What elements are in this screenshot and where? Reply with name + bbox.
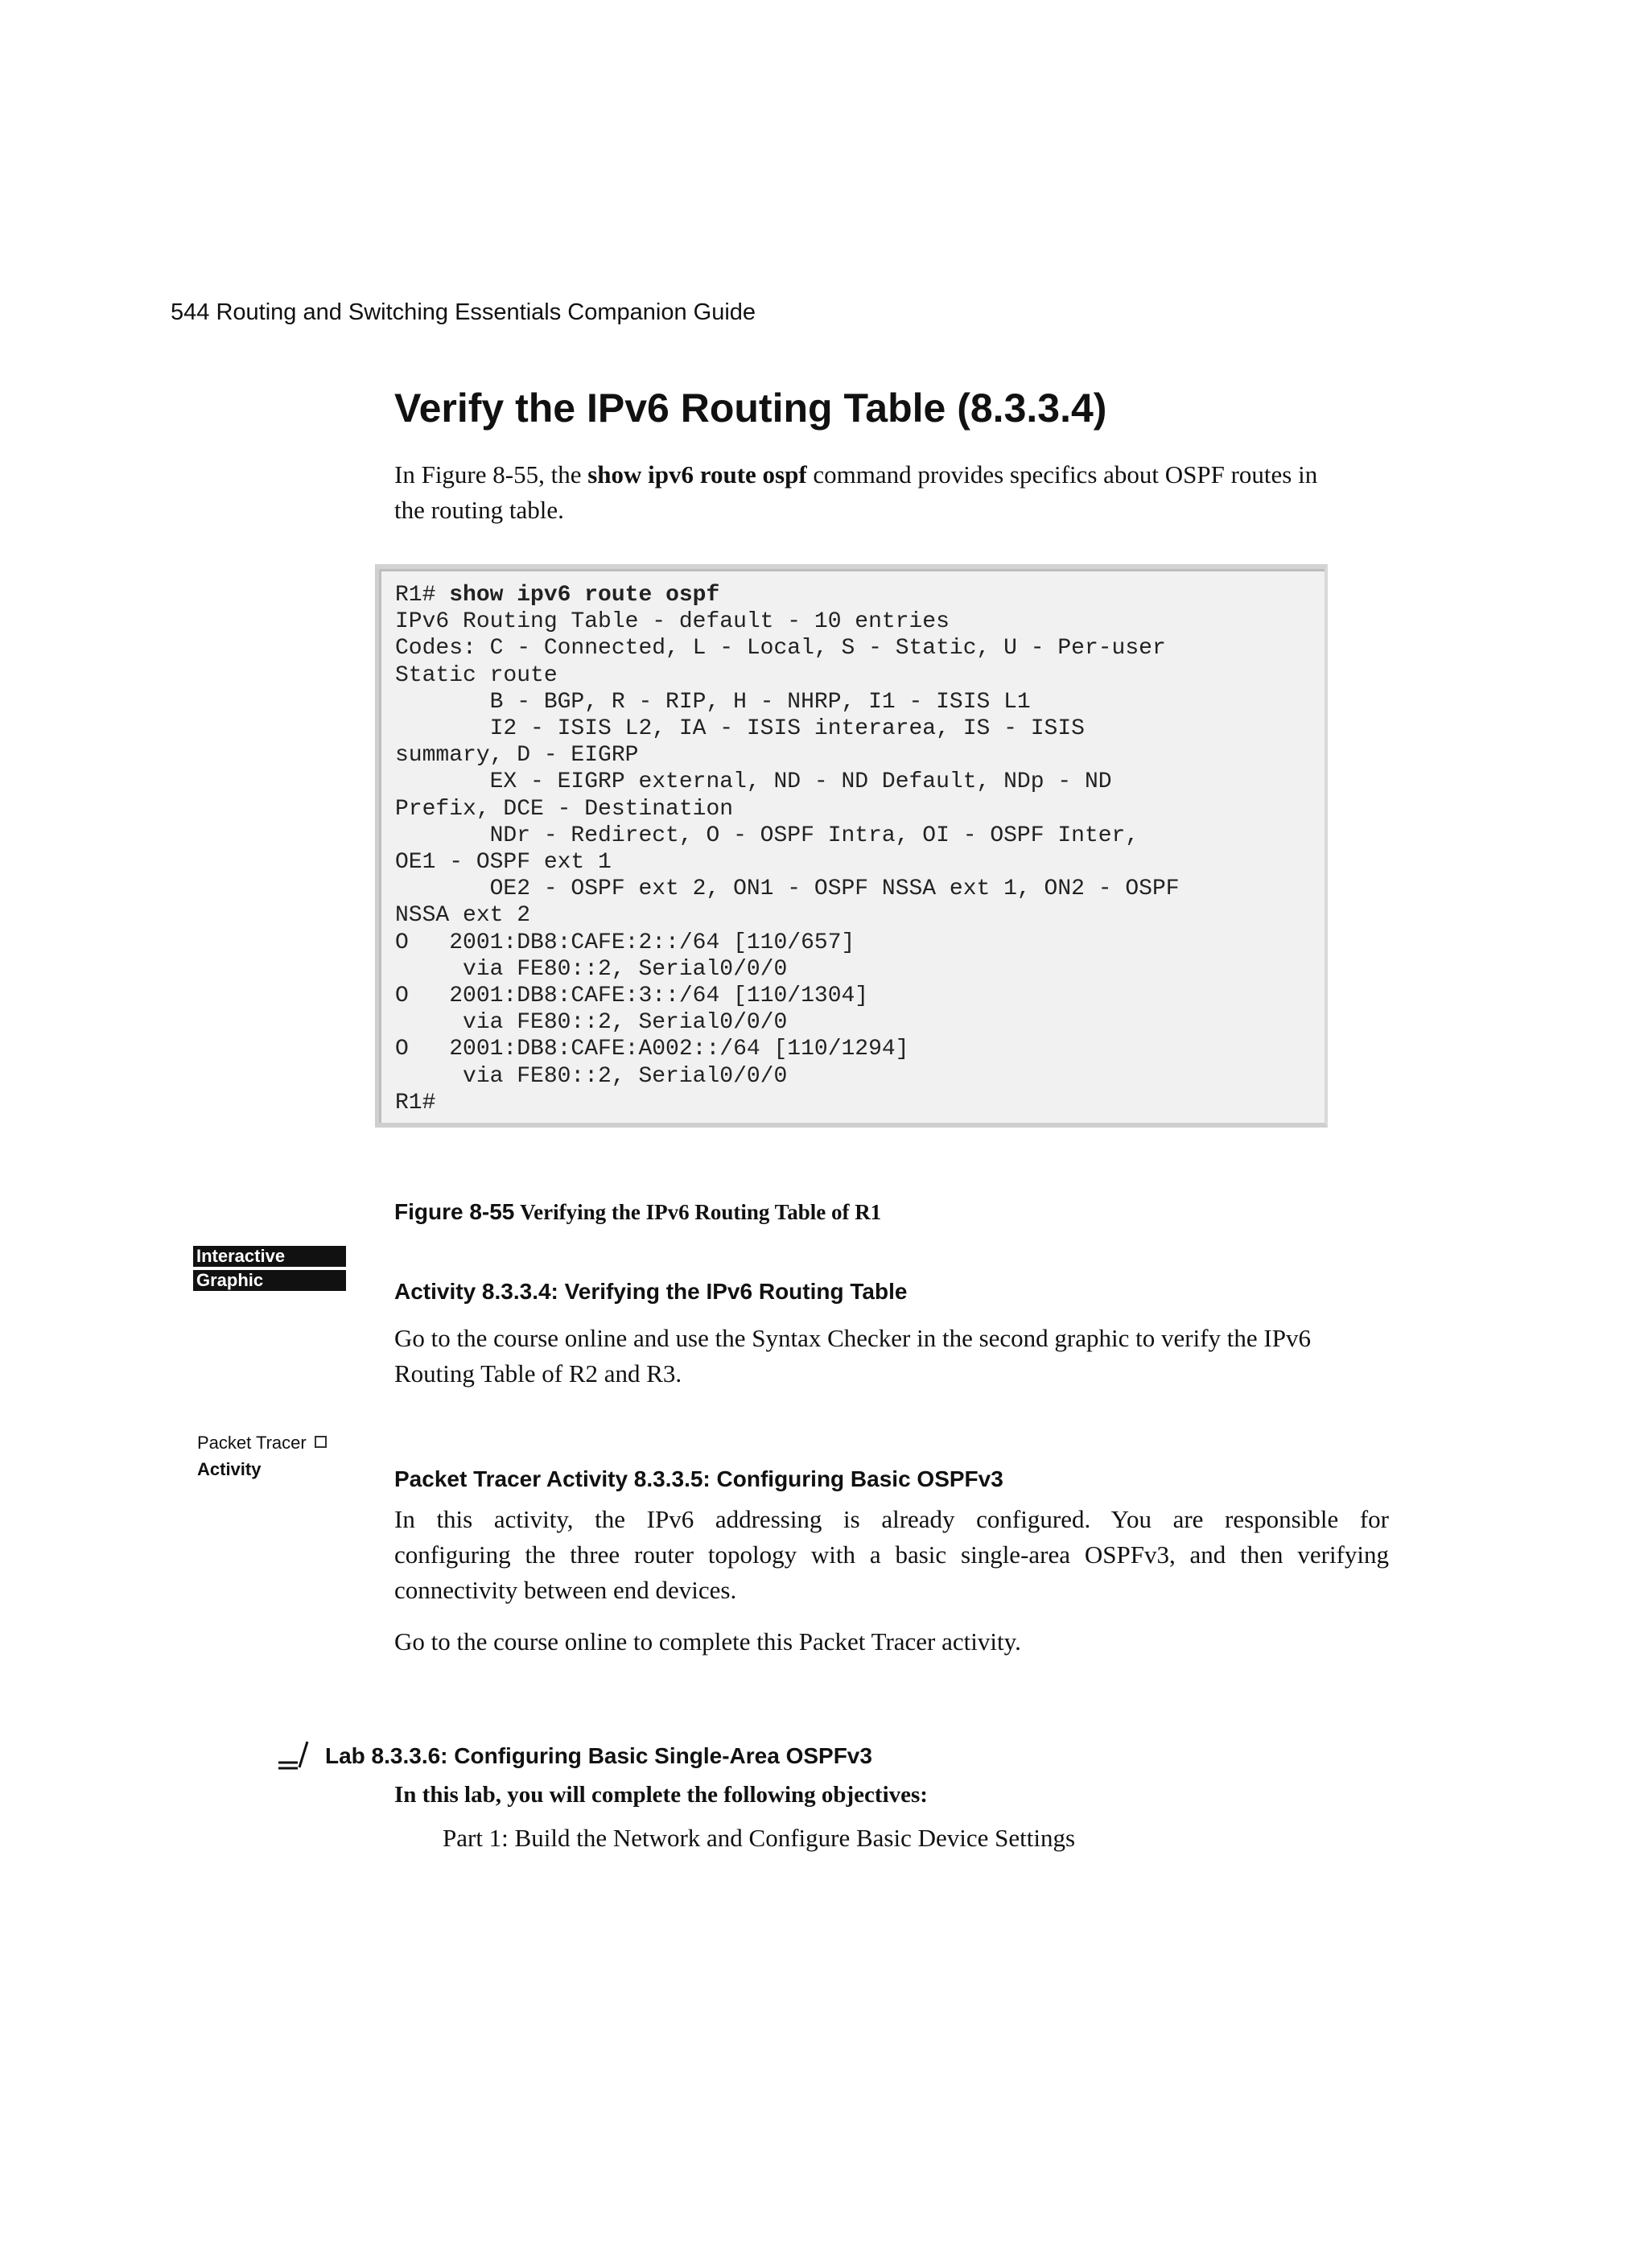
lab-intro: In this lab, you will complete the following objectives: bbox=[394, 1782, 928, 1808]
packet-tracer-para1-line3: connectivity between end devices. bbox=[394, 1576, 737, 1604]
terminal-line: Codes: C - Connected, L - Local, S - Static, U - Per-user bbox=[395, 636, 1166, 662]
terminal-line: IPv6 Routing Table - default - 10 entries bbox=[395, 609, 950, 635]
terminal-line: OE2 - OSPF ext 2, ON1 - OSPF NSSA ext 1, ON2 - OSPF bbox=[395, 876, 1180, 902]
section-heading: Verify the IPv6 Routing Table (8.3.3.4) bbox=[394, 386, 1107, 431]
terminal-route-line: O 2001:DB8:CAFE:3::/64 [110/1304] bbox=[395, 983, 869, 1009]
terminal-line: NDr - Redirect, O - OSPF Intra, OI - OSPF Inter, bbox=[395, 823, 1139, 848]
terminal-line: EX - EIGRP external, ND - ND Default, NDp - ND bbox=[395, 769, 1112, 795]
terminal-line: Prefix, DCE - Destination bbox=[395, 796, 734, 822]
intro-text-before: In Figure 8-55, the bbox=[394, 460, 588, 489]
lab-pencil-icon bbox=[277, 1738, 309, 1771]
terminal-screenshot bbox=[375, 564, 1328, 1128]
checkbox-square-icon bbox=[315, 1436, 327, 1448]
intro-text-after: command provides specifics about OSPF routes in bbox=[806, 460, 1318, 489]
terminal-route-line: via FE80::2, Serial0/0/0 bbox=[395, 1063, 788, 1089]
terminal-line: I2 - ISIS L2, IA - ISIS interarea, IS - ISIS bbox=[395, 716, 1085, 742]
running-head: 544 Routing and Switching Essentials Companion Guide bbox=[171, 299, 756, 325]
terminal-command: show ipv6 route ospf bbox=[449, 583, 720, 608]
lab-objective-item: Part 1: Build the Network and Configure Basic Device Settings bbox=[443, 1824, 1076, 1852]
terminal-line: NSSA ext 2 bbox=[395, 903, 531, 929]
interactive-graphic-badge-line1: Interactive bbox=[193, 1246, 346, 1267]
packet-tracer-para2: Go to the course online to complete this Packet Tracer activity. bbox=[394, 1627, 1021, 1656]
figure-number: Figure 8-55 bbox=[394, 1199, 515, 1224]
terminal-line: summary, D - EIGRP bbox=[395, 743, 639, 769]
terminal-end-prompt: R1# bbox=[395, 1090, 436, 1115]
terminal-line: B - BGP, R - RIP, H - NHRP, I1 - ISIS L1 bbox=[395, 689, 1031, 715]
packet-tracer-note-line1 bbox=[197, 1433, 327, 1454]
figure-title: Verifying the IPv6 Routing Table of R1 bbox=[520, 1200, 882, 1224]
packet-tracer-note-line2: Activity bbox=[197, 1459, 262, 1479]
activity-text-line1: Go to the course online and use the Syntax Checker in the second graphic to verify the IPv6 bbox=[394, 1324, 1311, 1352]
packet-tracer-para1-line1: In this activity, the IPv6 addressing is already configured. You are responsible for bbox=[394, 1505, 1389, 1533]
terminal-route-line: O 2001:DB8:CAFE:2::/64 [110/657] bbox=[395, 930, 855, 955]
terminal-route-line: via FE80::2, Serial0/0/0 bbox=[395, 1010, 788, 1036]
activity-heading: Activity 8.3.3.4: Verifying the IPv6 Routing Table bbox=[394, 1279, 908, 1304]
section-intro-line2: the routing table. bbox=[394, 496, 564, 524]
intro-command: show ipv6 route ospf bbox=[587, 460, 807, 489]
terminal-line: OE1 - OSPF ext 1 bbox=[395, 850, 612, 876]
packet-tracer-note-label: Packet Tracer bbox=[197, 1433, 307, 1453]
lab-heading: Lab 8.3.3.6: Configuring Basic Single-Area OSPFv3 bbox=[325, 1743, 872, 1768]
figure-caption bbox=[394, 1199, 881, 1225]
interactive-graphic-badge-line2: Graphic bbox=[193, 1270, 346, 1291]
terminal-route-line: O 2001:DB8:CAFE:A002::/64 [110/1294] bbox=[395, 1037, 909, 1062]
terminal-route-line: via FE80::2, Serial0/0/0 bbox=[395, 956, 788, 982]
terminal-line: Static route bbox=[395, 662, 558, 688]
terminal-command-line bbox=[395, 582, 1325, 608]
section-intro-line1 bbox=[394, 457, 1389, 493]
terminal-prompt: R1# bbox=[395, 583, 450, 608]
packet-tracer-heading: Packet Tracer Activity 8.3.3.5: Configuring Basic OSPFv3 bbox=[394, 1466, 1003, 1491]
packet-tracer-para1-line2: configuring the three router topology with a basic single-area OSPFv3, and then verifying bbox=[394, 1540, 1389, 1569]
activity-text-line2: Routing Table of R2 and R3. bbox=[394, 1359, 682, 1388]
